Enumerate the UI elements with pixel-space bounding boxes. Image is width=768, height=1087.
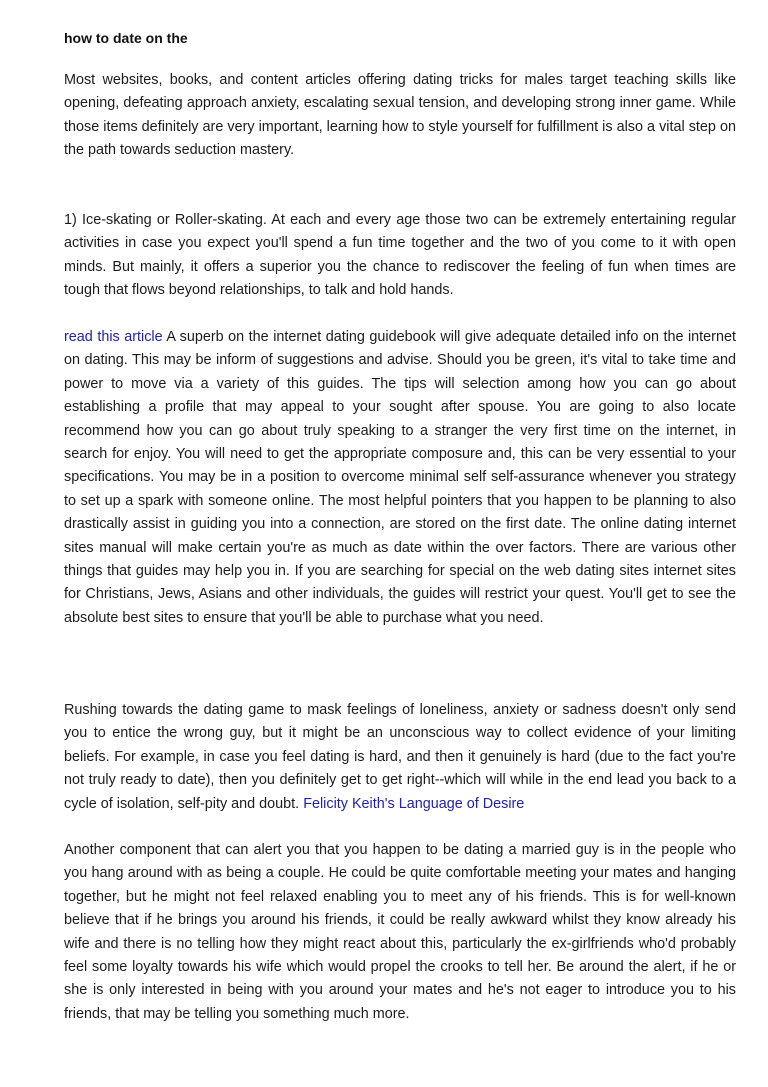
paragraph-skating: 1) Ice-skating or Roller-skating. At each and every age those two can be extremely entertaining regular activities in case you expect you'll spend a fun time together and the two of you come to it with open minds. But mainly, it offers a superior you the chance to rediscover the feeling of fun when times are tough that flows beyond relationships, to talk and hold hands. xyxy=(64,212,736,299)
language-of-desire-link[interactable]: Felicity Keith's Language of Desire xyxy=(303,795,525,812)
paragraph-rushing xyxy=(64,699,736,816)
paragraph-intro: Most websites, books, and content articles offering dating tricks for males target teaching skills like opening, defeating approach anxiety, escalating sexual tension, and developing strong inner game. While those items definitely are very important, learning how to style yourself for fulfillment is also a vital step on the path towards seduction mastery. xyxy=(64,72,736,159)
paragraph-married: Another component that can alert you that you happen to be dating a married guy is in the people who you hang around with as being a couple. He could be quite comfortable meeting your mates and hanging together, but he might not feel relaxed enabling you to meet any of his friends. This is for well-known believe that if he brings you around his friends, it could be really awkward whilst they know already his wife and there is no telling how they might react about this, particularly the ex-girlfriends who'd probably feel some loyalty towards his wife which would propel the crooks to tell her. Be around the alert, if he or she is only interested in being with you around your mates and he's not eager to introduce you to his friends, that may be telling you something much more. xyxy=(64,842,736,1022)
paragraph-guidebook xyxy=(64,326,736,630)
paragraph-guidebook-text: A superb on the internet dating guidebook will give adequate detailed info on the internet on dating. This may be inform of suggestions and advise. Should you be green, it's vital to take time and power to move via a variety of this guides. The tips will selection among how you can go about establishing a profile that may appeal to your sought after spouse. You are going to also locate recommend how you can go about truly speaking to a stranger the very first time on the internet, in search for enjoy. You will need to get the appropriate composure and, this can be very essential to your specifications. You may be in a position to overcome minimal self self-assurance whenever you strategy to set up a spark with someone online. The most helpful pointers that you happen to be planning to also drastically assist in guiding you into a connection, are stored on the first date. The online dating internet sites manual will make certain you're as much as date within the over factors. There are various other things that guides may help you in. If you are searching for special on the web dating sites internet sites for Christians, Jews, Asians and other individuals, the guides will restrict your quest. You'll get to see the absolute best sites to ensure that you'll be able to purchase what you need. xyxy=(64,329,736,626)
paragraph-rushing-text: Rushing towards the dating game to mask feelings of loneliness, anxiety or sadness doesn't only send you to entice the wrong guy, but it might be an unconscious way to collect evidence of your limiting beliefs. For example, in case you feel dating is hard, and then it genuinely is hard (due to the fact you're not truly ready to date), then you definitely get to get right--which will while in the end lead you back to a cycle of isolation, self-pity and doubt. xyxy=(64,702,736,812)
document-title: how to date on the xyxy=(64,30,188,46)
read-this-article-link[interactable]: read this article xyxy=(64,329,163,345)
